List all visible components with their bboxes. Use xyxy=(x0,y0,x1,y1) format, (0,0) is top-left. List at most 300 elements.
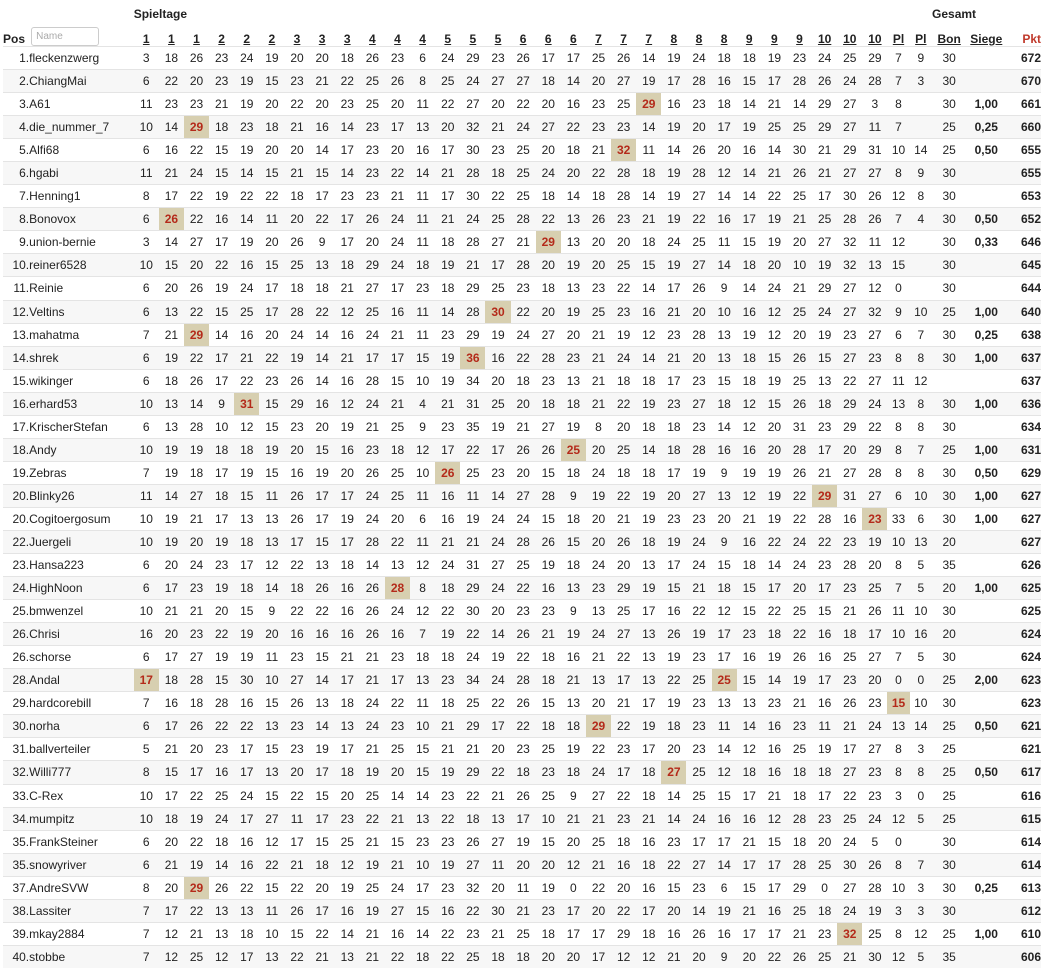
score-cell: 15 xyxy=(536,461,561,484)
score-cell: 15 xyxy=(259,392,284,415)
score-cell: 18 xyxy=(310,277,335,300)
score-cell: 23 xyxy=(686,715,711,738)
table-row xyxy=(3,646,1041,669)
score-cell: 20 xyxy=(586,530,611,553)
score-cell: 23 xyxy=(209,738,234,761)
score-cell: 23 xyxy=(209,47,234,70)
score-cell: 14 xyxy=(184,392,209,415)
player-name-cell: wikinger xyxy=(29,369,134,392)
siege-cell xyxy=(966,185,1006,208)
score-cell: 19 xyxy=(234,646,259,669)
score-cell: 18 xyxy=(460,807,485,830)
top-score-cell: 29 xyxy=(812,484,837,507)
total-points-cell: 621 xyxy=(1006,738,1041,761)
score-cell: 21 xyxy=(561,807,586,830)
score-cell: 22 xyxy=(234,876,259,899)
player-name-cell: ballverteiler xyxy=(29,738,134,761)
pos-header[interactable]: Pos xyxy=(3,32,26,46)
player-name-cell: A61 xyxy=(29,93,134,116)
score-cell: 24 xyxy=(837,70,862,93)
score-cell: 18 xyxy=(561,461,586,484)
score-cell: 24 xyxy=(511,507,536,530)
score-cell: 23 xyxy=(209,554,234,577)
score-cell: 18 xyxy=(435,231,460,254)
score-cell: 16 xyxy=(561,646,586,669)
name-filter-input[interactable] xyxy=(31,27,99,46)
spieltag-header[interactable]: 2 xyxy=(243,32,251,46)
score-cell: 23 xyxy=(611,807,636,830)
score-cell: 22 xyxy=(385,162,410,185)
score-cell: 21 xyxy=(159,600,184,623)
score-cell: 23 xyxy=(511,600,536,623)
score-cell: 7 xyxy=(134,922,159,945)
bon-header[interactable]: Bon xyxy=(937,32,961,46)
score-cell: 29 xyxy=(812,277,837,300)
total-points-cell: 629 xyxy=(1006,461,1041,484)
score-cell: 5 xyxy=(862,830,887,853)
top-score-cell: 25 xyxy=(712,669,737,692)
score-cell: 10 xyxy=(209,415,234,438)
score-cell: 17 xyxy=(762,922,787,945)
score-cell: 8 xyxy=(410,70,435,93)
spieltag-header[interactable]: 2 xyxy=(268,32,276,46)
score-cell: 12 xyxy=(259,830,284,853)
score-cell: 22 xyxy=(536,208,561,231)
spieltag-header[interactable]: 9 xyxy=(771,32,778,46)
score-cell: 24 xyxy=(360,692,385,715)
siege-cell xyxy=(966,899,1006,922)
score-cell: 19 xyxy=(536,554,561,577)
score-cell: 6 xyxy=(134,346,159,369)
score-cell: 8 xyxy=(910,346,932,369)
score-cell: 16 xyxy=(636,876,661,899)
score-cell: 25 xyxy=(360,876,385,899)
score-cell: 18 xyxy=(511,761,536,784)
score-cell: 22 xyxy=(787,623,812,646)
score-cell: 24 xyxy=(360,715,385,738)
score-cell: 30 xyxy=(837,185,862,208)
score-cell: 15 xyxy=(410,899,435,922)
score-cell: 25 xyxy=(686,761,711,784)
score-cell: 20 xyxy=(360,231,385,254)
score-cell: 17 xyxy=(511,807,536,830)
score-cell: 27 xyxy=(686,254,711,277)
spieltag-header[interactable]: 9 xyxy=(745,32,753,46)
score-cell: 26 xyxy=(184,47,209,70)
score-cell: 22 xyxy=(511,300,536,323)
position-cell: 38. xyxy=(3,899,29,922)
table-row xyxy=(3,738,1041,761)
score-cell: 15 xyxy=(737,577,762,600)
spieltag-header[interactable]: 1 xyxy=(193,32,200,46)
position-cell: 12. xyxy=(3,300,29,323)
score-cell: 24 xyxy=(787,554,812,577)
score-cell: 24 xyxy=(686,807,711,830)
player-name-cell: schorse xyxy=(29,646,134,669)
score-cell: 25 xyxy=(511,554,536,577)
score-cell: 8 xyxy=(586,415,611,438)
score-cell: 25 xyxy=(360,784,385,807)
score-cell: 25 xyxy=(485,392,510,415)
score-cell: 29 xyxy=(837,415,862,438)
score-cell: 19 xyxy=(234,623,259,646)
score-cell: 21 xyxy=(762,93,787,116)
siege-cell xyxy=(966,646,1006,669)
score-cell: 18 xyxy=(335,761,360,784)
score-cell: 10 xyxy=(134,392,159,415)
score-cell: 14 xyxy=(435,300,460,323)
player-name-cell: hgabi xyxy=(29,162,134,185)
score-cell: 22 xyxy=(460,623,485,646)
score-cell: 22 xyxy=(310,208,335,231)
score-cell: 17 xyxy=(310,807,335,830)
score-cell: 17 xyxy=(234,738,259,761)
spieltag-header[interactable]: 10 xyxy=(817,32,832,46)
score-cell: 19 xyxy=(485,646,510,669)
score-cell: 6 xyxy=(134,853,159,876)
spieltag-header[interactable]: 4 xyxy=(419,32,426,46)
score-cell: 30 xyxy=(862,945,887,968)
score-cell: 15 xyxy=(737,600,762,623)
score-cell: 6 xyxy=(134,300,159,323)
total-points-cell: 637 xyxy=(1006,369,1041,392)
score-cell: 12 xyxy=(887,231,909,254)
score-cell: 19 xyxy=(762,646,787,669)
score-cell: 22 xyxy=(385,945,410,968)
siege-cell: 1,00 xyxy=(966,577,1006,600)
table-row xyxy=(3,139,1041,162)
total-points-cell: 655 xyxy=(1006,162,1041,185)
score-cell: 18 xyxy=(737,254,762,277)
score-cell: 13 xyxy=(410,669,435,692)
spieltag-header[interactable]: 6 xyxy=(570,32,577,46)
score-cell: 20 xyxy=(485,369,510,392)
score-cell: 16 xyxy=(536,577,561,600)
top-score-cell: 29 xyxy=(586,715,611,738)
score-cell: 25 xyxy=(209,784,234,807)
score-cell: 21 xyxy=(159,738,184,761)
score-cell: 18 xyxy=(611,830,636,853)
score-cell: 17 xyxy=(485,438,510,461)
score-cell: 23 xyxy=(435,784,460,807)
score-cell: 17 xyxy=(812,669,837,692)
score-cell: 13 xyxy=(887,715,909,738)
score-cell: 32 xyxy=(862,300,887,323)
score-cell: 30 xyxy=(485,899,510,922)
score-cell: 16 xyxy=(385,300,410,323)
score-cell: 22 xyxy=(586,738,611,761)
score-cell: 21 xyxy=(385,853,410,876)
score-cell: 16 xyxy=(561,93,586,116)
siege-cell: 0,25 xyxy=(966,876,1006,899)
score-cell: 26 xyxy=(284,484,309,507)
score-cell: 25 xyxy=(385,415,410,438)
spieltag-header[interactable]: 2 xyxy=(218,32,225,46)
score-cell: 17 xyxy=(310,185,335,208)
spieltag-header[interactable]: 1 xyxy=(142,32,150,46)
score-cell: 6 xyxy=(134,830,159,853)
score-cell: 24 xyxy=(812,300,837,323)
score-cell: 23 xyxy=(661,830,686,853)
bonus-cell: 30 xyxy=(932,47,966,70)
score-cell: 9 xyxy=(209,392,234,415)
score-cell: 23 xyxy=(686,507,711,530)
spieltag-header[interactable]: 9 xyxy=(796,32,803,46)
bonus-cell: 30 xyxy=(932,600,966,623)
score-cell: 22 xyxy=(485,185,510,208)
score-cell: 25 xyxy=(686,784,711,807)
spieltag-header[interactable]: 7 xyxy=(620,32,627,46)
bonus-cell: 30 xyxy=(932,323,966,346)
score-cell: 7 xyxy=(887,577,909,600)
score-cell: 8 xyxy=(910,461,932,484)
score-cell: 26 xyxy=(787,646,812,669)
score-cell: 24 xyxy=(686,530,711,553)
bonus-cell: 25 xyxy=(932,761,966,784)
spieltag-header[interactable]: 5 xyxy=(444,32,452,46)
score-cell: 19 xyxy=(712,899,737,922)
score-cell: 25 xyxy=(234,300,259,323)
player-name-cell: erhard53 xyxy=(29,392,134,415)
score-cell: 20 xyxy=(586,70,611,93)
siege-cell: 0,50 xyxy=(966,461,1006,484)
score-cell: 13 xyxy=(234,899,259,922)
score-cell: 25 xyxy=(837,807,862,830)
score-cell: 23 xyxy=(837,669,862,692)
player-name-cell: snowyriver xyxy=(29,853,134,876)
score-cell: 23 xyxy=(335,185,360,208)
score-cell: 19 xyxy=(762,484,787,507)
score-cell: 17 xyxy=(335,208,360,231)
score-cell: 14 xyxy=(712,853,737,876)
score-cell: 18 xyxy=(561,139,586,162)
score-cell: 19 xyxy=(234,93,259,116)
score-cell: 18 xyxy=(737,47,762,70)
score-cell: 15 xyxy=(259,415,284,438)
score-cell: 18 xyxy=(485,945,510,968)
spieltag-header[interactable]: 5 xyxy=(494,32,502,46)
score-cell xyxy=(910,93,932,116)
score-cell: 23 xyxy=(812,922,837,945)
spieltag-header[interactable]: 3 xyxy=(293,32,301,46)
total-points-cell: 637 xyxy=(1006,346,1041,369)
score-cell: 20 xyxy=(485,738,510,761)
score-cell: 23 xyxy=(837,577,862,600)
score-cell: 20 xyxy=(686,346,711,369)
total-points-cell: 640 xyxy=(1006,300,1041,323)
spieltag-header[interactable]: 8 xyxy=(695,32,703,46)
bonus-cell: 25 xyxy=(932,784,966,807)
score-cell: 12 xyxy=(636,323,661,346)
score-cell: 15 xyxy=(385,369,410,392)
player-name-cell: shrek xyxy=(29,346,134,369)
score-cell: 23 xyxy=(410,830,435,853)
position-cell: 29. xyxy=(3,692,29,715)
score-cell: 12 xyxy=(737,415,762,438)
siege-cell: 2,00 xyxy=(966,669,1006,692)
score-cell: 20 xyxy=(686,945,711,968)
score-cell: 18 xyxy=(184,692,209,715)
spieltag-header[interactable]: 5 xyxy=(469,32,477,46)
score-cell: 18 xyxy=(209,116,234,139)
score-cell: 14 xyxy=(787,93,812,116)
score-cell: 21 xyxy=(184,507,209,530)
score-cell: 18 xyxy=(561,715,586,738)
position-cell: 13. xyxy=(3,323,29,346)
score-cell: 28 xyxy=(787,853,812,876)
score-cell: 20 xyxy=(259,139,284,162)
spieltag-header[interactable]: 1 xyxy=(168,32,175,46)
score-cell: 16 xyxy=(435,484,460,507)
spieltag-header[interactable]: 8 xyxy=(670,32,678,46)
score-cell: 19 xyxy=(435,761,460,784)
spieltag-header[interactable]: 10 xyxy=(843,32,857,46)
score-cell: 23 xyxy=(812,415,837,438)
score-cell: 27 xyxy=(837,277,862,300)
score-cell: 14 xyxy=(737,93,762,116)
score-cell: 11 xyxy=(410,93,435,116)
score-cell: 20 xyxy=(259,323,284,346)
score-cell: 22 xyxy=(310,300,335,323)
score-cell: 14 xyxy=(762,669,787,692)
score-cell: 22 xyxy=(586,162,611,185)
score-cell: 21 xyxy=(787,208,812,231)
position-cell: 32. xyxy=(3,761,29,784)
score-cell: 21 xyxy=(385,323,410,346)
score-cell: 15 xyxy=(636,254,661,277)
score-cell: 16 xyxy=(737,646,762,669)
score-cell: 23 xyxy=(561,346,586,369)
score-cell: 26 xyxy=(787,162,812,185)
score-cell: 24 xyxy=(385,876,410,899)
siege-cell: 1,00 xyxy=(966,484,1006,507)
spieltag-header[interactable]: 4 xyxy=(369,32,376,46)
score-cell: 21 xyxy=(184,600,209,623)
total-points-cell: 606 xyxy=(1006,945,1041,968)
score-cell: 18 xyxy=(536,669,561,692)
score-cell: 19 xyxy=(184,438,209,461)
score-cell: 28 xyxy=(686,70,711,93)
score-cell: 13 xyxy=(862,254,887,277)
score-cell: 19 xyxy=(159,507,184,530)
score-cell: 25 xyxy=(787,116,812,139)
score-cell: 23 xyxy=(611,116,636,139)
score-cell: 13 xyxy=(335,715,360,738)
score-cell: 23 xyxy=(586,277,611,300)
score-cell: 19 xyxy=(435,254,460,277)
score-cell: 20 xyxy=(259,231,284,254)
score-cell: 18 xyxy=(184,461,209,484)
spieltag-header[interactable]: 4 xyxy=(394,32,401,46)
score-cell: 21 xyxy=(762,162,787,185)
top-score-cell: 26 xyxy=(159,208,184,231)
score-cell: 17 xyxy=(636,692,661,715)
score-cell: 21 xyxy=(159,323,184,346)
score-cell: 18 xyxy=(636,461,661,484)
score-cell: 23 xyxy=(787,47,812,70)
score-cell: 28 xyxy=(511,669,536,692)
score-cell: 16 xyxy=(712,70,737,93)
score-cell: 26 xyxy=(360,47,385,70)
player-name-cell: reiner6528 xyxy=(29,254,134,277)
score-cell: 32 xyxy=(460,116,485,139)
pl-header[interactable]: Pl xyxy=(892,32,905,46)
score-cell: 28 xyxy=(787,807,812,830)
score-cell: 23 xyxy=(862,784,887,807)
score-cell: 18 xyxy=(561,392,586,415)
score-cell: 19 xyxy=(259,47,284,70)
spieltage-label: Spieltage xyxy=(133,7,188,21)
siege-cell xyxy=(966,70,1006,93)
pl-header[interactable]: Pl xyxy=(915,32,927,46)
spieltag-header[interactable]: 3 xyxy=(343,32,351,46)
score-cell: 21 xyxy=(837,945,862,968)
spieltag-header[interactable]: 7 xyxy=(595,32,602,46)
table-row xyxy=(3,577,1041,600)
score-cell: 6 xyxy=(134,277,159,300)
score-cell: 23 xyxy=(686,93,711,116)
score-cell: 25 xyxy=(435,70,460,93)
bonus-cell: 25 xyxy=(932,807,966,830)
score-cell xyxy=(910,277,932,300)
bonus-cell xyxy=(932,369,966,392)
spieltag-header[interactable]: 6 xyxy=(544,32,552,46)
score-cell: 19 xyxy=(636,70,661,93)
score-cell: 16 xyxy=(234,853,259,876)
score-cell: 26 xyxy=(862,185,887,208)
spieltag-header[interactable]: 10 xyxy=(868,32,882,46)
score-cell: 28 xyxy=(536,484,561,507)
score-cell: 16 xyxy=(234,254,259,277)
score-cell: 25 xyxy=(536,784,561,807)
score-cell: 3 xyxy=(910,738,932,761)
score-cell: 20 xyxy=(611,554,636,577)
score-cell: 16 xyxy=(284,461,309,484)
score-cell: 19 xyxy=(812,323,837,346)
score-cell: 29 xyxy=(812,93,837,116)
pkt-header[interactable]: Pkt xyxy=(1022,32,1041,46)
score-cell: 15 xyxy=(737,876,762,899)
score-cell: 17 xyxy=(234,554,259,577)
score-cell: 27 xyxy=(611,623,636,646)
score-cell: 17 xyxy=(661,369,686,392)
score-cell: 23 xyxy=(686,369,711,392)
score-cell: 25 xyxy=(460,945,485,968)
score-cell: 28 xyxy=(787,438,812,461)
top-score-cell: 31 xyxy=(234,392,259,415)
spieltag-header[interactable]: 3 xyxy=(318,32,326,46)
score-cell: 13 xyxy=(712,346,737,369)
score-cell: 7 xyxy=(910,438,932,461)
position-cell: 31. xyxy=(3,738,29,761)
score-cell: 28 xyxy=(460,162,485,185)
score-cell: 26 xyxy=(360,208,385,231)
score-cell: 18 xyxy=(159,669,184,692)
siege-header[interactable]: Siege xyxy=(970,32,1003,46)
spieltag-header[interactable]: 6 xyxy=(519,32,527,46)
score-cell: 15 xyxy=(712,784,737,807)
siege-cell: 1,00 xyxy=(966,346,1006,369)
score-cell: 19 xyxy=(159,530,184,553)
score-cell: 17 xyxy=(284,530,309,553)
score-cell: 21 xyxy=(435,738,460,761)
spieltag-header[interactable]: 8 xyxy=(720,32,728,46)
score-cell: 27 xyxy=(837,93,862,116)
player-name-cell: union-bernie xyxy=(29,231,134,254)
score-cell: 22 xyxy=(209,715,234,738)
score-cell: 13 xyxy=(310,692,335,715)
spieltag-header[interactable]: 7 xyxy=(645,32,653,46)
